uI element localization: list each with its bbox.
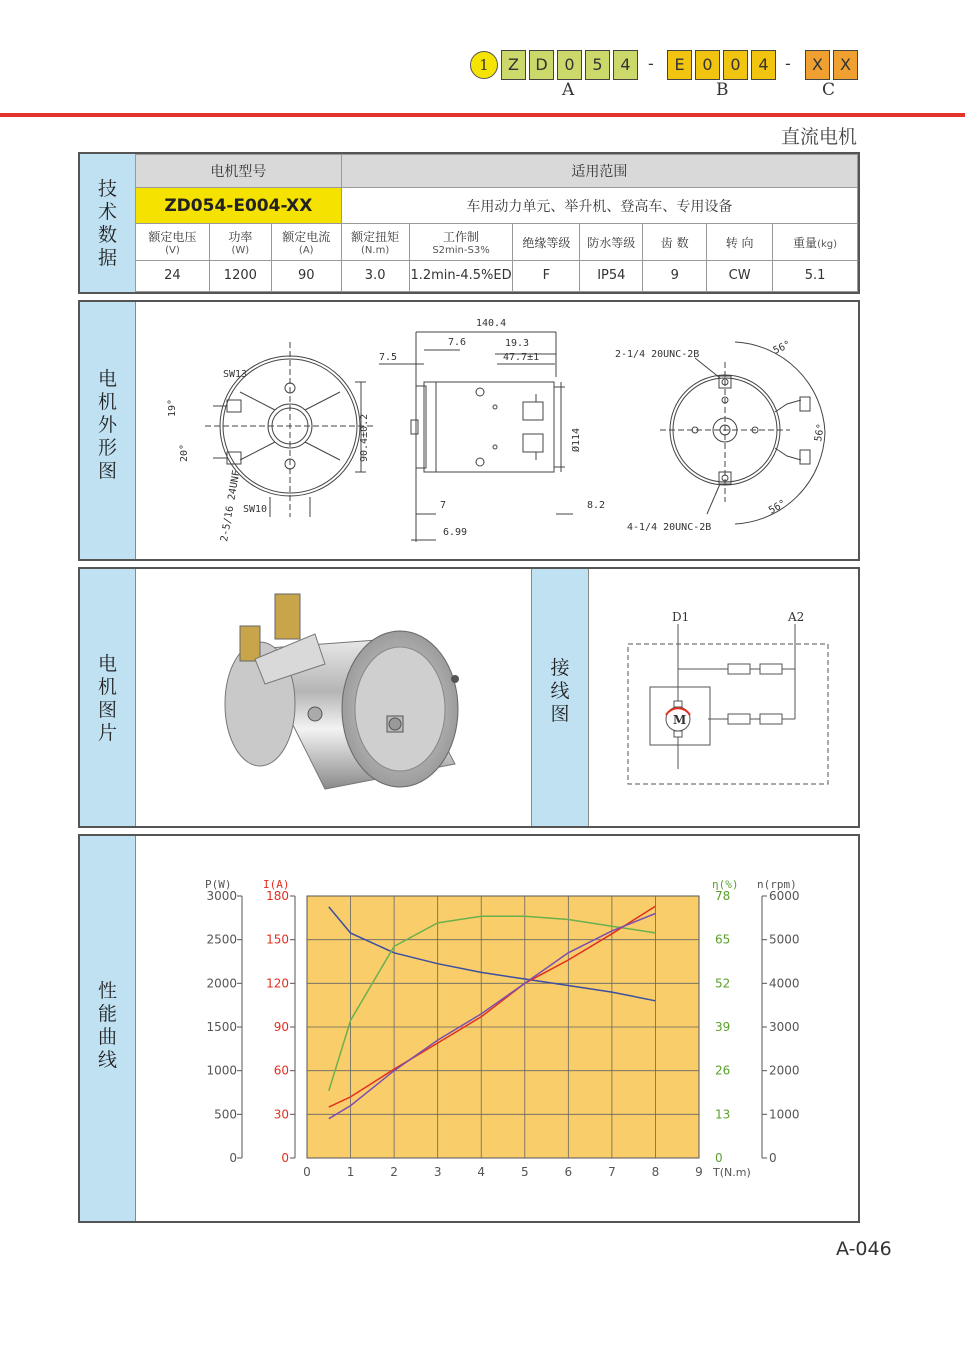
terminal-d1: D1 (672, 610, 690, 624)
y-tick-label: 65 (715, 932, 731, 947)
tech-label-2: 术 (97, 201, 117, 223)
spec-table (135, 154, 858, 292)
dim-7-5: 7.5 (379, 352, 398, 363)
index-circle: 1 (470, 51, 498, 79)
dim-thread-small: 2-5/16 24UNF (219, 469, 243, 543)
scope-header: 适用范围 (341, 155, 857, 188)
dim-sw10: SW10 (243, 504, 268, 515)
dim-114: Ø114 (571, 427, 582, 452)
val-current: 90 (271, 260, 341, 291)
tech-data-panel (78, 152, 860, 294)
motor-photo (215, 574, 475, 799)
col-duty-header (409, 224, 513, 260)
col-name: 额定扭矩 (351, 230, 400, 245)
photo-label-4: 片 (97, 722, 117, 744)
y-tick-label: 0 (715, 1151, 723, 1165)
x-tick-label: 3 (433, 1165, 442, 1179)
dim-140: 140.4 (476, 318, 507, 329)
code-a-4: 5 (585, 50, 610, 80)
val-power: 1200 (209, 260, 271, 291)
x-tick-label: 1 (346, 1165, 355, 1179)
col-unit: (A) (298, 245, 314, 257)
wiring-diagram (588, 569, 858, 826)
y-tick-label: 13 (715, 1107, 731, 1122)
dim-7: 7 (440, 500, 447, 511)
page-number: A-046 (836, 1238, 892, 1260)
curve-label-1: 性 (97, 980, 117, 1002)
outline-label-5: 图 (97, 460, 117, 482)
col-torque-header (341, 224, 409, 260)
dim-8-2: 8.2 (587, 500, 606, 511)
outline-label-2: 机 (97, 391, 117, 413)
col-voltage-header (136, 224, 210, 260)
dim-thread-bottom: 4-1/4 20UNC-2B (627, 522, 712, 533)
col-current-header (271, 224, 341, 260)
separator-2: - (785, 54, 791, 73)
col-teeth-header: 齿 数 (643, 224, 707, 260)
col-ip-header: 防水等级 (580, 224, 643, 260)
y-tick-label: 90 (273, 1020, 289, 1034)
code-b-3: 0 (723, 50, 748, 80)
x-tick-label: 5 (520, 1165, 529, 1179)
y-axis-label: I(A) (263, 878, 290, 891)
code-a-2: D (529, 50, 554, 80)
val-weight: 5.1 (773, 260, 858, 291)
separator-1: - (648, 54, 654, 73)
col-power-header (209, 224, 271, 260)
outline-panel (78, 300, 860, 561)
x-tick-label: 8 (651, 1165, 660, 1179)
dim-56-b: 56° (813, 422, 828, 443)
photo-wiring-panel (78, 567, 860, 828)
y-tick-label: 30 (273, 1107, 289, 1122)
col-weight-header (773, 224, 858, 260)
motor-symbol: M (673, 713, 687, 727)
photo-label-1: 电 (97, 653, 117, 675)
y-tick-label: 2000 (206, 976, 237, 991)
x-tick-label: 2 (390, 1165, 398, 1179)
val-teeth: 9 (643, 260, 707, 291)
wiring-label-3: 图 (550, 703, 570, 725)
outline-label-3: 外 (97, 414, 117, 436)
x-tick-label: 6 (564, 1165, 573, 1179)
dim-19deg: 19° (167, 398, 178, 417)
x-axis-label: T(N.m) (713, 1166, 751, 1179)
dim-7-6: 7.6 (448, 337, 467, 348)
val-ip: IP54 (580, 260, 643, 291)
header-rule (0, 113, 965, 117)
photo-label-2: 机 (97, 676, 117, 698)
val-torque: 3.0 (341, 260, 409, 291)
dim-47-7: 47.7±1 (503, 352, 540, 363)
dim-19-3: 19.3 (505, 338, 530, 349)
photo-side-label (80, 569, 136, 826)
curve-label-3: 曲 (97, 1026, 117, 1048)
y-tick-label: 2500 (206, 932, 237, 947)
col-name: 重量 (793, 235, 818, 250)
curve-label-4: 线 (97, 1049, 117, 1071)
code-b-4: 4 (751, 50, 776, 80)
label-c: C (822, 80, 836, 100)
code-b-1: E (667, 50, 692, 80)
col-unit: S2min-S3% (432, 245, 490, 257)
y-tick-label: 5000 (769, 932, 800, 947)
performance-chart (135, 836, 858, 1221)
y-tick-label: 3000 (206, 889, 237, 903)
y-tick-label: 78 (715, 889, 731, 903)
val-voltage: 24 (136, 260, 210, 291)
y-tick-label: 1000 (769, 1107, 800, 1122)
y-tick-label: 0 (769, 1151, 777, 1165)
model-value: ZD054-E004-XX (136, 188, 342, 224)
y-tick-label: 150 (266, 932, 289, 947)
y-axis-label: n(rpm) (757, 878, 797, 891)
code-a-1: Z (501, 50, 526, 80)
y-tick-label: 60 (273, 1063, 289, 1078)
y-tick-label: 1500 (206, 1020, 237, 1034)
col-rotation-header: 转 向 (707, 224, 773, 260)
curve-side-label (80, 836, 136, 1221)
y-tick-label: 26 (715, 1063, 731, 1078)
terminal-a2: A2 (788, 610, 805, 624)
outline-label-1: 电 (97, 368, 117, 390)
y-tick-label: 180 (266, 889, 289, 903)
wiring-label-2: 线 (550, 680, 570, 702)
y-tick-label: 4000 (769, 976, 800, 991)
side-view-body (424, 382, 554, 472)
outline-label-4: 形 (97, 437, 117, 459)
page-subtitle: 直流电机 (780, 126, 857, 148)
outline-drawing (135, 302, 858, 559)
col-name: 额定电流 (282, 230, 331, 245)
curve-label-2: 能 (97, 1003, 117, 1025)
val-rotation: CW (707, 260, 773, 291)
dim-56-c: 56° (767, 498, 789, 517)
code-a-3: 0 (557, 50, 582, 80)
photo-label-3: 图 (97, 699, 117, 721)
y-tick-label: 6000 (769, 889, 800, 903)
val-insulation: F (513, 260, 580, 291)
label-a: A (562, 80, 575, 100)
dim-thread-top: 2-1/4 20UNC-2B (615, 349, 700, 360)
model-header: 电机型号 (136, 155, 342, 188)
y-axis-label: η(%) (712, 878, 739, 891)
col-name: 功率 (228, 230, 253, 245)
x-tick-label: 7 (608, 1165, 616, 1179)
x-tick-label: 0 (303, 1165, 311, 1179)
x-tick-label: 4 (477, 1165, 486, 1179)
dim-90: 90.4±0.2 (359, 413, 370, 462)
col-unit: (V) (165, 245, 180, 257)
wiring-side-label (531, 569, 589, 826)
val-duty: 1.2min-4.5%ED (409, 260, 513, 291)
col-unit: (W) (231, 245, 250, 257)
y-tick-label: 3000 (769, 1020, 800, 1034)
col-unit: (kg) (817, 238, 838, 250)
col-name: 工作制 (443, 230, 480, 245)
code-b-2: 0 (695, 50, 720, 80)
y-tick-label: 1000 (206, 1063, 237, 1078)
dim-sw13: SW13 (223, 369, 248, 380)
y-tick-label: 0 (281, 1151, 289, 1165)
wiring-label-1: 接 (550, 657, 570, 679)
code-a-5: 4 (613, 50, 638, 80)
tech-side-label (80, 154, 136, 292)
dim-20deg: 20° (179, 443, 190, 462)
dim-6-99: 6.99 (443, 527, 468, 538)
y-tick-label: 500 (214, 1107, 237, 1122)
outline-side-label (80, 302, 136, 559)
tech-label-3: 数 (97, 224, 117, 246)
tech-label-4: 据 (97, 247, 117, 269)
col-insulation-header: 绝缘等级 (513, 224, 580, 260)
col-name: 额定电压 (148, 230, 197, 245)
y-tick-label: 2000 (769, 1063, 800, 1078)
scope-value: 车用动力单元、举升机、登高车、专用设备 (341, 188, 857, 224)
dim-56-a: 56° (771, 339, 793, 357)
label-b: B (716, 80, 729, 100)
x-tick-label: 9 (695, 1165, 703, 1179)
col-unit: (N.m) (361, 245, 390, 257)
y-tick-label: 0 (229, 1151, 237, 1165)
y-tick-label: 39 (715, 1020, 731, 1034)
code-c-1: X (805, 50, 830, 80)
curve-panel (78, 834, 860, 1223)
code-c-2: X (833, 50, 858, 80)
tech-label-1: 技 (97, 178, 117, 200)
y-tick-label: 120 (266, 976, 289, 991)
y-axis-label: P(W) (205, 878, 232, 891)
y-tick-label: 52 (715, 976, 731, 991)
